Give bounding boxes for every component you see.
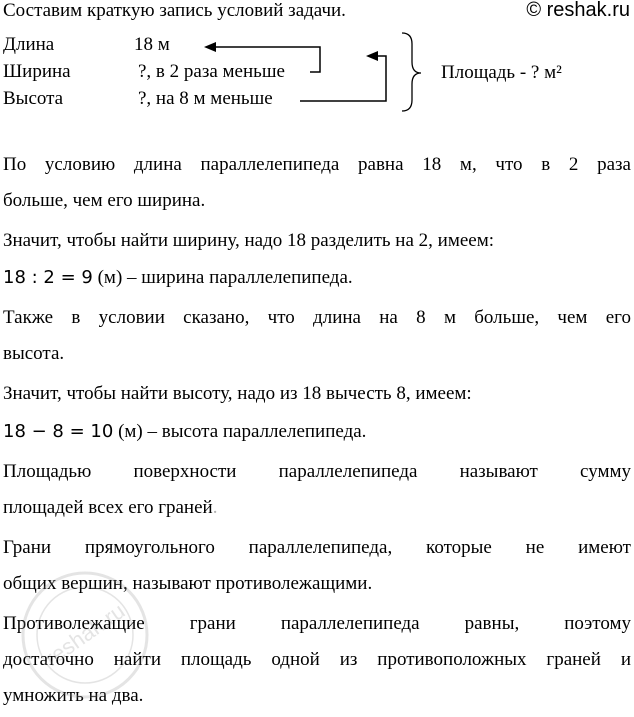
condition-label-height: Высота — [3, 88, 64, 109]
equation-2: 18 − 8 = 10 — [3, 421, 114, 442]
paragraph-6-line-1: Грани прямоугольного параллелепипеда, которые не имеют — [3, 537, 631, 558]
condition-arrows-diagram — [0, 0, 634, 130]
condition-label-length: Длина — [3, 34, 55, 55]
paragraph-2: Значит, чтобы найти ширину, надо 18 разделить на 2, имеем: — [3, 230, 495, 251]
condition-question: Площадь - ? м² — [441, 62, 562, 83]
equation-1: 18 : 2 = 9 — [3, 267, 93, 288]
arrow-height-to-length — [300, 51, 386, 101]
arrow-width-to-length — [204, 42, 320, 72]
equation-2-line — [3, 414, 631, 450]
site-credit: © reshak.ru — [526, 0, 630, 21]
equation-1-text: (м) – ширина параллелепипеда. — [92, 267, 353, 288]
paragraph-5-line-2-text: площадей всех его граней — [3, 497, 213, 518]
paragraph-5-line-2 — [3, 490, 631, 526]
condition-value-width: ?, в 2 раза меньше — [138, 61, 285, 82]
condition-value-height: ?, на 8 м меньше — [138, 88, 273, 109]
watermark-text: reshak.ru — [39, 598, 130, 672]
condition-label-width: Ширина — [3, 61, 71, 82]
paragraph-3-line-2: высота. — [3, 343, 65, 364]
paragraph-7-line-3: умножить на два. — [3, 685, 144, 706]
paragraph-1-line-2: больше, чем его ширина. — [3, 190, 206, 211]
watermark-stamp — [10, 560, 160, 710]
equation-2-text: (м) – высота параллелепипеда. — [113, 421, 367, 442]
paragraph-1-line-1: По условию длина параллелепипеда равна 18 м, что в 2 раза — [3, 154, 631, 175]
paragraph-7-line-1: Противолежащие грани параллелепипеда равны, поэтому — [3, 613, 631, 634]
paragraph-4: Значит, чтобы найти высоту, надо из 18 вычесть 8, имеем: — [3, 383, 472, 404]
condition-value-length: 18 м — [134, 34, 170, 55]
paragraph-5-line-1: Площадью поверхности параллелепипеда называют сумму — [3, 461, 631, 482]
paragraph-3-line-1: Также в условии сказано, что длина на 8 м больше, чем его — [3, 307, 631, 328]
equation-1-line — [3, 260, 631, 296]
intro-text: Составим краткую запись условий задачи. — [3, 0, 346, 21]
paragraph-7-line-2: достаточно найти площадь одной из противоположных граней и — [3, 649, 631, 670]
curly-brace — [402, 33, 421, 111]
paragraph-6-line-2: общих вершин, называют противолежащими. — [3, 573, 373, 594]
paragraph-5-period: . — [212, 497, 218, 518]
